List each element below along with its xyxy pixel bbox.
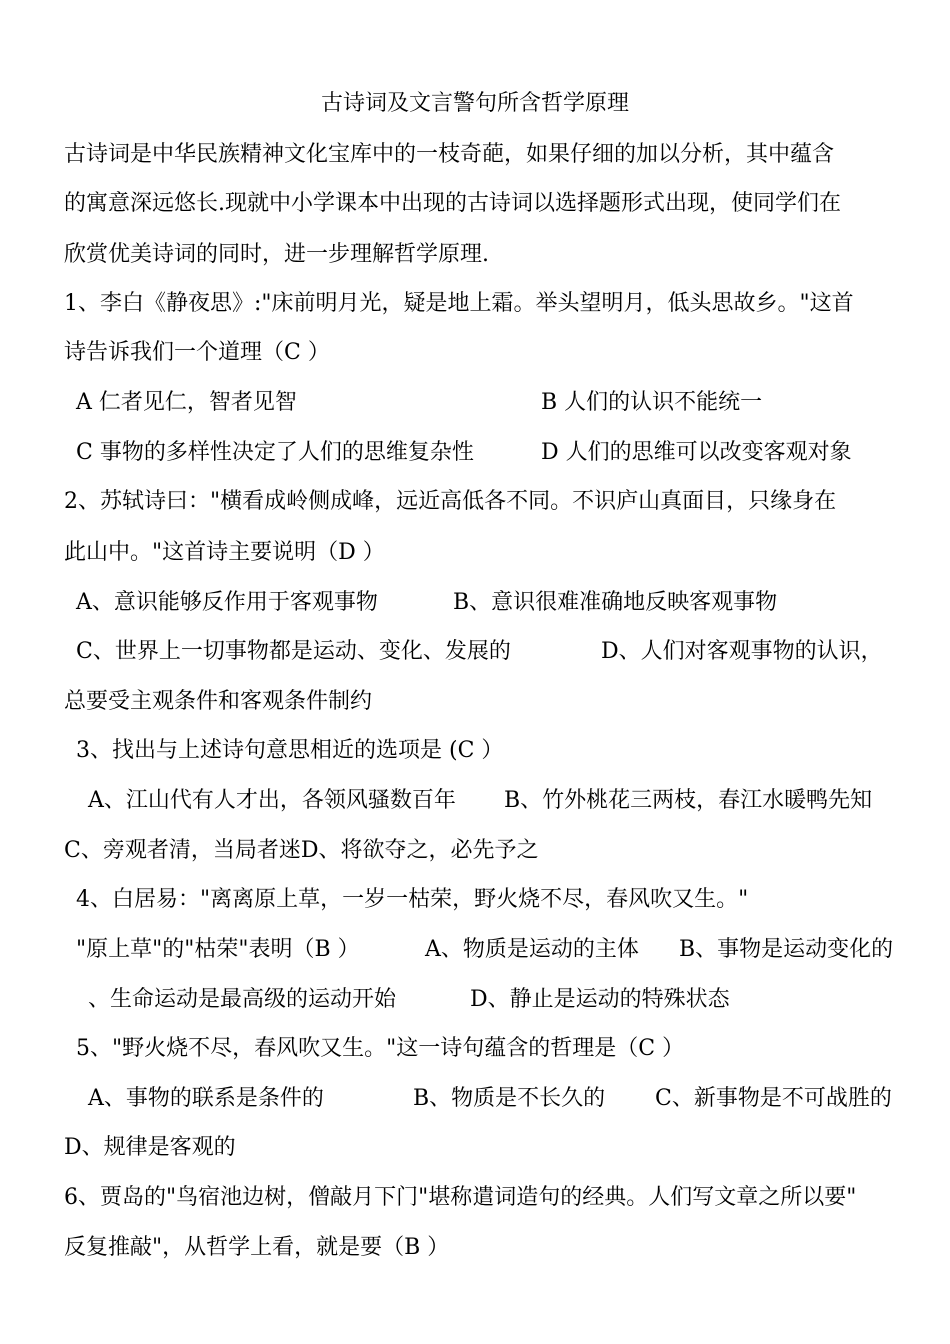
q5-option-b: B、物质是不长久的 <box>413 1086 606 1111</box>
q3-stem: 3、找出与上述诗句意思相近的选项是 (C ） <box>76 738 504 763</box>
q3-option-b: B、竹外桃花三两枝，春江水暖鸭先知 <box>504 788 873 813</box>
q4-option-c: 、生命运动是最高级的运动开始 <box>88 987 397 1012</box>
intro-line-3: 欣赏优美诗词的同时，进一步理解哲学原理. <box>64 242 489 267</box>
q2-option-d-continuation: 总要受主观条件和客观条件制约 <box>64 689 373 714</box>
q2-option-b: B、意识很难准确地反映客观事物 <box>453 590 778 615</box>
q4-option-d: D、静止是运动的特殊状态 <box>470 987 730 1012</box>
q5-option-a: A、事物的联系是条件的 <box>88 1086 324 1111</box>
q4-option-b: B、事物是运动变化的 <box>679 937 894 962</box>
intro-line-1: 古诗词是中华民族精神文化宝库中的一枝奇葩，如果仔细的加以分析，其中蕴含 <box>64 142 835 167</box>
q2-stem-line-2: 此山中。"这首诗主要说明（D ） <box>64 540 385 565</box>
q1-option-c: C 事物的多样性决定了人们的思维复杂性 <box>76 440 474 465</box>
q5-option-d: D、规律是客观的 <box>64 1135 236 1160</box>
q6-stem-line-1: 6、贾岛的"鸟宿池边树，僧敲月下门"堪称遣词造句的经典。人们写文章之所以要" <box>64 1185 857 1210</box>
q1-option-d: D 人们的思维可以改变客观对象 <box>541 440 852 465</box>
q6-stem-line-2: 反复推敲"，从哲学上看，就是要（B ） <box>64 1235 450 1260</box>
q1-option-b: B 人们的认识不能统一 <box>541 390 763 415</box>
page-title: 古诗词及文言警句所含哲学原理 <box>320 91 629 116</box>
q4-stem-line-1: 4、白居易："离离原上草，一岁一枯荣，野火烧不尽，春风吹又生。" <box>76 887 749 912</box>
q1-option-a: A 仁者见仁，智者见智 <box>76 390 297 415</box>
q5-stem: 5、"野火烧不尽，春风吹又生。"这一诗句蕴含的哲理是（C ） <box>76 1036 685 1061</box>
q1-stem-line-1: 1、李白《静夜思》:"床前明月光，疑是地上霜。举头望明月，低头思故乡。"这首 <box>64 291 854 316</box>
q1-stem-line-2: 诗告诉我们一个道理（C ） <box>64 340 330 365</box>
q2-option-a: A、意识能够反作用于客观事物 <box>76 590 378 615</box>
q2-stem-line-1: 2、苏轼诗曰："横看成岭侧成峰，远近高低各不同。不识庐山真面目，只缘身在 <box>64 489 837 514</box>
q2-option-d: D、人们对客观事物的认识， <box>601 639 883 664</box>
q4-option-a: A、物质是运动的主体 <box>425 937 639 962</box>
q5-option-c: C、新事物是不可战胜的 <box>655 1086 892 1111</box>
q2-option-c: C、世界上一切事物都是运动、变化、发展的 <box>76 639 511 664</box>
q3-option-c-d: C、旁观者清，当局者迷D、将欲夺之，必先予之 <box>64 838 539 863</box>
q3-option-a: A、江山代有人才出，各领风骚数百年 <box>88 788 456 813</box>
intro-line-2: 的寓意深远悠长.现就中小学课本中出现的古诗词以选择题形式出现，使同学们在 <box>64 191 841 216</box>
q4-stem-line-2: "原上草"的"枯荣"表明（B ） <box>76 937 360 962</box>
